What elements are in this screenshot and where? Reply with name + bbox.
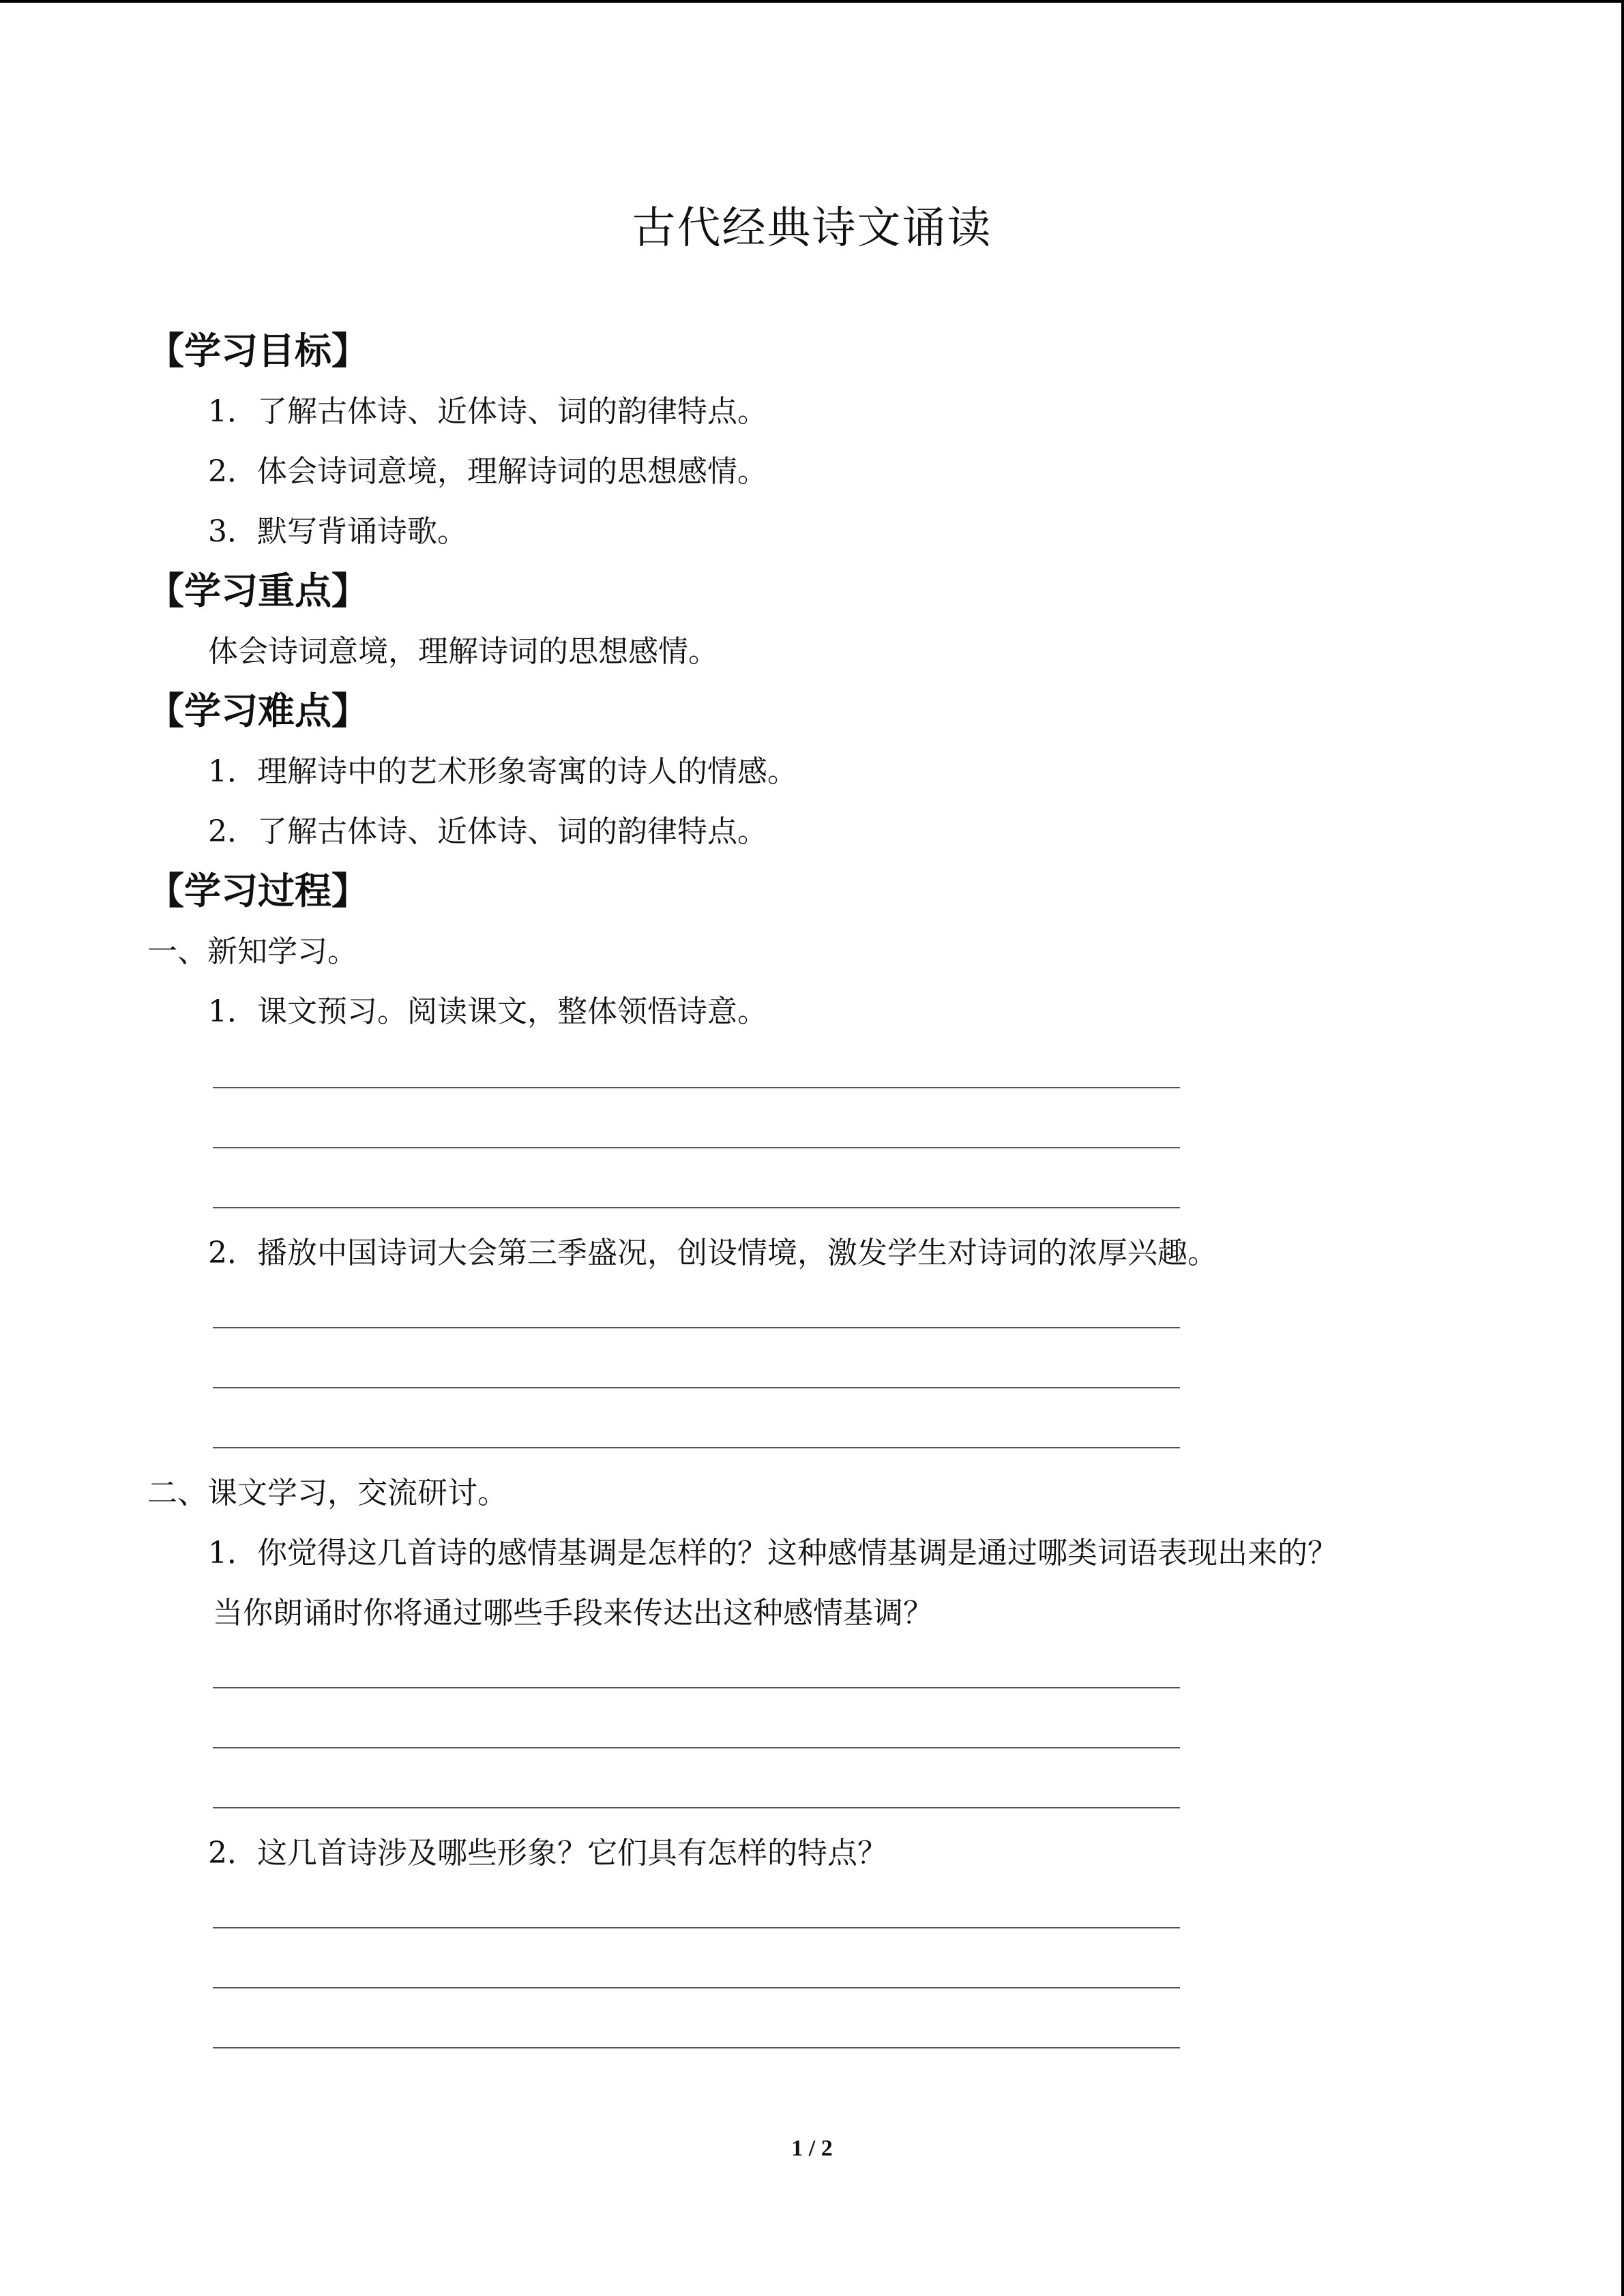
answer-line[interactable] (213, 1987, 1180, 1988)
heading-key-points: 【学习重点】 (147, 569, 368, 612)
key-points-text: 体会诗词意境，理解诗词的思想感情。 (208, 634, 718, 669)
page-number: 1 / 2 (791, 2136, 833, 2161)
answer-line[interactable] (213, 1807, 1180, 1808)
part2-title: 二、课文学习，交流研讨。 (147, 1476, 507, 1510)
page-top-border (0, 0, 1624, 3)
page-title: 古代经典诗文诵读 (632, 203, 992, 254)
difficulty-item-2: 2．了解古体诗、近体诗、词的韵律特点。 (208, 814, 767, 849)
answer-line[interactable] (213, 1927, 1180, 1928)
part1-question-1: 1．课文预习。阅读课文，整体领悟诗意。 (208, 994, 767, 1029)
difficulty-item-1: 1．理解诗中的艺术形象寄寓的诗人的情感。 (208, 754, 797, 789)
heading-difficulties: 【学习难点】 (147, 689, 368, 732)
page-right-border (1621, 0, 1624, 2296)
heading-objectives: 【学习目标】 (147, 329, 368, 372)
answer-line[interactable] (213, 1207, 1180, 1208)
objective-item-3: 3．默写背诵诗歌。 (208, 514, 467, 549)
answer-line[interactable] (213, 1327, 1180, 1328)
answer-line[interactable] (213, 1387, 1180, 1388)
part1-question-2: 2．播放中国诗词大会第三季盛况，创设情境，激发学生对诗词的浓厚兴趣。 (208, 1236, 1217, 1270)
answer-line[interactable] (213, 1147, 1180, 1148)
answer-line[interactable] (213, 2047, 1180, 2048)
objective-item-1: 1．了解古体诗、近体诗、词的韵律特点。 (208, 394, 767, 429)
heading-process: 【学习过程】 (147, 869, 368, 912)
part1-title: 一、新知学习。 (147, 934, 357, 969)
answer-line[interactable] (213, 1447, 1180, 1448)
part2-question-1-line-2: 当你朗诵时你将通过哪些手段来传达出这种感情基调？ (213, 1596, 933, 1630)
objective-item-2: 2．体会诗词意境，理解诗词的思想感情。 (208, 454, 767, 489)
answer-line[interactable] (213, 1687, 1180, 1688)
part2-question-2: 2．这几首诗涉及哪些形象？它们具有怎样的特点？ (208, 1836, 887, 1870)
part2-question-1-line-1: 1．你觉得这几首诗的感情基调是怎样的？这种感情基调是通过哪类词语表现出来的？ (208, 1536, 1338, 1570)
answer-line[interactable] (213, 1747, 1180, 1748)
answer-line[interactable] (213, 1087, 1180, 1088)
